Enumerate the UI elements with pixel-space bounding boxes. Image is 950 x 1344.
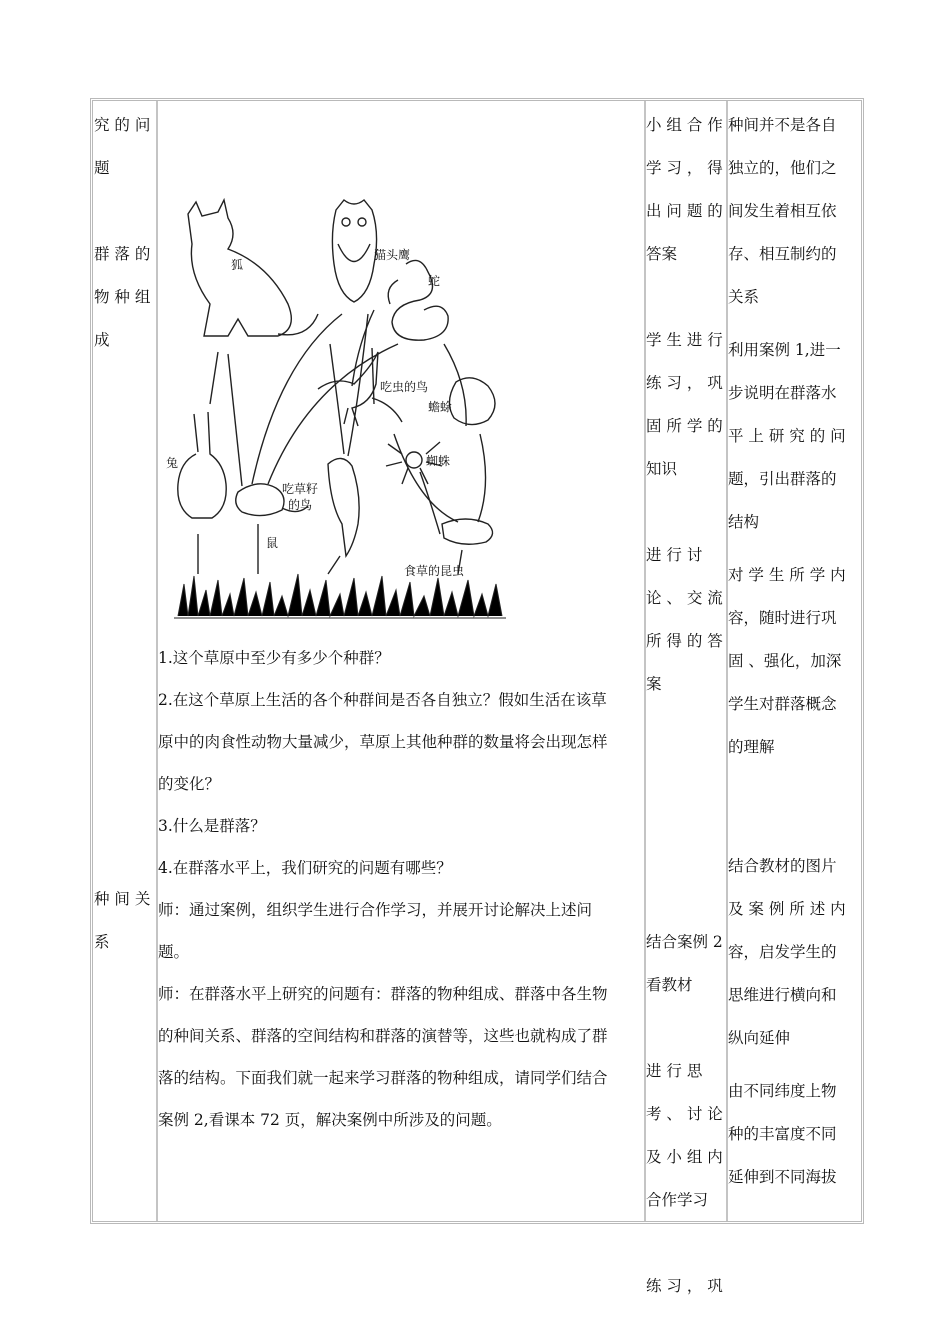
intent-line: 思维进行横向和 — [728, 986, 837, 1004]
figure-label-seed-bird: 的鸟 — [288, 498, 313, 512]
food-web-figure — [158, 104, 518, 634]
teacher-text: 师：通过案例，组织学生进行合作学习，并展开讨论解决上述问 — [158, 901, 593, 919]
teacher-text: 落的结构。下面我们就一起来学习群落的物种组成，请同学们结合 — [158, 1069, 608, 1087]
activity-line: 考 、 讨 论 — [646, 1105, 723, 1123]
figure-label-seed-bird: 吃草籽 — [282, 482, 319, 496]
figure-label-toad: 蟾蜍 — [428, 400, 453, 414]
figure-label-grass-insect: 食草的昆虫 — [404, 564, 465, 578]
topic-line: 群 落 的 — [94, 245, 151, 263]
intent-line: 结构 — [728, 513, 760, 531]
question-text: 的变化？ — [158, 775, 221, 793]
question-text: 1.这个草原中至少有多少个种群？ — [158, 649, 390, 667]
intent-line: 独立的，他们之 — [728, 159, 837, 177]
topic-line: 种 间 关 — [94, 890, 151, 908]
activity-line: 进 行 思 — [646, 1062, 703, 1080]
activity-line: 及 小 组 内 — [646, 1148, 723, 1166]
teacher-text: 师：在群落水平上研究的问题有：群落的物种组成、群落中各生物 — [158, 985, 608, 1003]
topic-line: 系 — [94, 933, 110, 951]
figure-label-insect-bird: 吃虫的鸟 — [380, 380, 429, 394]
intent-line: 步说明在群落水 — [728, 384, 837, 402]
intent-line: 关系 — [728, 288, 760, 306]
teaching-text — [158, 637, 642, 1141]
design-intent-column — [728, 104, 858, 1199]
intent-line: 学生对群落概念 — [728, 695, 837, 713]
activity-line: 看教材 — [646, 976, 693, 994]
activity-line: 论 、 交 流 — [646, 589, 723, 607]
activity-line: 结合案例 2 — [646, 933, 723, 951]
intent-line: 间发生着相互依 — [728, 202, 837, 220]
activity-line: 进 行 讨 — [646, 546, 703, 564]
intent-line: 对 学 生 所 学 内 — [728, 566, 846, 584]
activity-line: 案 — [646, 675, 662, 693]
figure-label-rabbit: 兔 — [166, 456, 179, 470]
activity-line: 练 习 ， 巩 — [646, 1277, 723, 1295]
intent-line: 种间并不是各自 — [728, 116, 837, 134]
intent-line: 容，随时进行巩 — [728, 609, 837, 627]
question-text: 原中的肉食性动物大量减少，草原上其他种群的数量将会出现怎样 — [158, 733, 608, 751]
topic-line: 究 的 问 — [94, 116, 151, 134]
teacher-text: 题。 — [158, 943, 190, 961]
intent-line: 结合教材的图片 — [728, 857, 837, 875]
intent-line: 利用案例 1,进一 — [728, 341, 841, 359]
content-column — [158, 104, 642, 1129]
topic-line: 题 — [94, 159, 110, 177]
figure-label-spider: 蜘蛛 — [426, 454, 451, 468]
intent-line: 存、相互制约的 — [728, 245, 837, 263]
question-text: 4.在群落水平上，我们研究的问题有哪些？ — [158, 859, 452, 877]
activity-line: 固 所 学 的 — [646, 417, 723, 435]
intent-line: 题，引出群落的 — [728, 470, 837, 488]
topic-column — [94, 104, 154, 964]
intent-line: 纵向延伸 — [728, 1029, 791, 1047]
activity-line: 学 生 进 行 — [646, 331, 723, 349]
topic-line: 物 种 组 — [94, 288, 151, 306]
teacher-text: 的种间关系、群落的空间结构和群落的演替等，这些也就构成了群 — [158, 1027, 608, 1045]
intent-line: 固 、强化，加深 — [728, 652, 842, 670]
figure-label-fox: 狐 — [231, 258, 244, 272]
student-activity-column — [646, 104, 726, 1308]
intent-line: 延伸到不同海拔 — [728, 1168, 837, 1186]
intent-line: 及 案 例 所 述 内 — [728, 900, 846, 918]
intent-line: 容，启发学生的 — [728, 943, 837, 961]
figure-label-snake: 蛇 — [428, 274, 441, 288]
figure-label-owl: 猫头鹰 — [374, 248, 411, 262]
topic-line: 成 — [94, 331, 110, 349]
activity-line: 答案 — [646, 245, 678, 263]
activity-line: 学 习 ， 得 — [646, 159, 723, 177]
activity-line: 合作学习 — [646, 1191, 709, 1209]
activity-line: 练 习 ， 巩 — [646, 374, 723, 392]
activity-line: 出 问 题 的 — [646, 202, 723, 220]
figure-label-mouse: 鼠 — [266, 536, 279, 550]
intent-line: 种的丰富度不同 — [728, 1125, 837, 1143]
activity-line: 知识 — [646, 460, 678, 478]
activity-line: 小 组 合 作 — [646, 116, 723, 134]
intent-line: 的理解 — [728, 738, 775, 756]
activity-line: 所 得 的 答 — [646, 632, 723, 650]
question-text: 3.什么是群落？ — [158, 817, 266, 835]
intent-line: 由不同纬度上物 — [728, 1082, 837, 1100]
intent-line: 平 上 研 究 的 问 — [728, 427, 846, 445]
question-text: 2.在这个草原上生活的各个种群间是否各自独立？假如生活在该草 — [158, 691, 607, 709]
teacher-text: 案例 2,看课本 72 页，解决案例中所涉及的问题。 — [158, 1111, 502, 1129]
